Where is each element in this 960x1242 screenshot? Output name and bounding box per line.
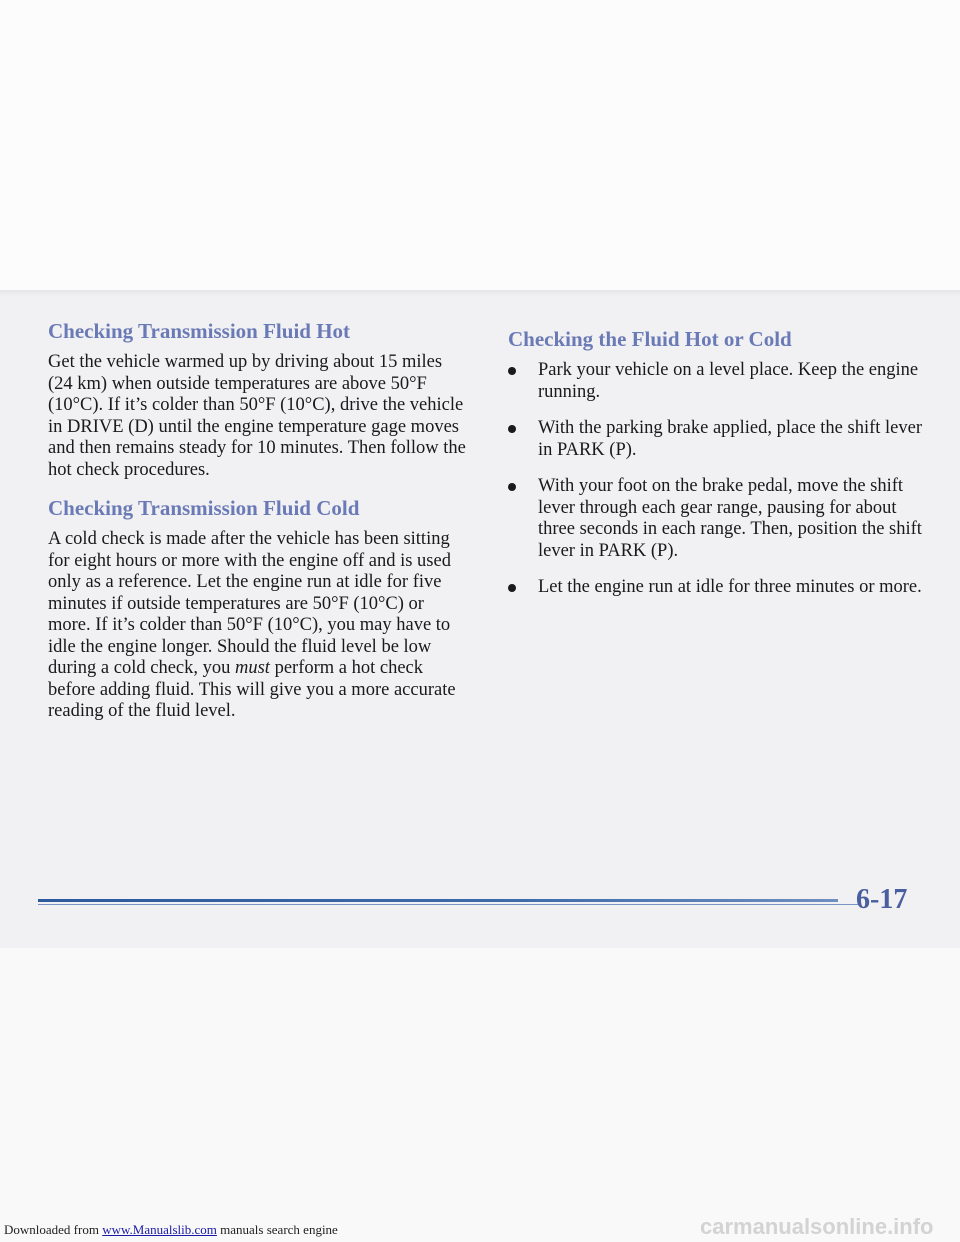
hot-check-heading: Checking Transmission Fluid Hot xyxy=(48,319,351,343)
page-bottom-area xyxy=(0,948,960,1242)
left-column xyxy=(48,318,468,737)
footer-rule xyxy=(38,899,838,902)
page-edge-shade xyxy=(0,290,960,296)
manualslib-link[interactable]: www.Manualslib.com xyxy=(102,1222,217,1237)
hot-check-text: Get the vehicle warmed up by driving about 15 miles (24 km) when outside temperatures are above 50°F (10°C). If it’s colder than 50°F (10°C), drive the vehicle in DRIVE (D) until the engine temperature gage moves and then remains steady for 10 minutes. Then follow the hot check procedures. xyxy=(48,352,466,480)
cold-check-emphasis: must xyxy=(235,658,270,678)
bullet-icon xyxy=(508,584,516,592)
banner-suffix: manuals search engine xyxy=(216,1222,338,1237)
bullet-icon xyxy=(508,367,516,375)
right-column xyxy=(508,326,928,614)
list-item xyxy=(508,577,928,599)
list-item xyxy=(508,360,928,403)
footer-rule-thin xyxy=(38,904,858,905)
bullet-icon xyxy=(508,483,516,491)
list-item-text: With your foot on the brake pedal, move the shift lever through each gear range, pausing for about three seconds in each range. Then, position the shift lever in PARK (P). xyxy=(538,476,922,561)
banner-prefix: Downloaded from xyxy=(4,1222,103,1237)
list-item xyxy=(508,476,928,562)
cold-check-text xyxy=(48,529,468,723)
page-number: 6-17 xyxy=(856,884,908,915)
watermark-text: carmanualsonline.info xyxy=(700,1214,934,1239)
procedure-list xyxy=(508,360,928,599)
cold-check-heading: Checking Transmission Fluid Cold xyxy=(48,496,360,520)
list-item-text: With the parking brake applied, place the shift lever in PARK (P). xyxy=(538,418,923,460)
page-top-area xyxy=(0,0,960,290)
list-item-text: Let the engine run at idle for three minutes or more. xyxy=(538,577,922,597)
download-banner xyxy=(4,1222,338,1238)
cold-check-text-part2: perform a hot check before adding fluid. This will give you a more accurate reading of the fluid level. xyxy=(48,658,456,721)
list-item xyxy=(508,418,928,461)
cold-check-text-part1: A cold check is made after the vehicle has been sitting for eight hours or more with the engine off and is used only as a reference. Let the engine run at idle for five minutes if outside temperatures are 50°F (10°C) or more. If it’s colder than 50°F (10°C), you may have to idle the engine longer. Should the fluid level be low during a cold check, you xyxy=(48,529,451,678)
bullet-icon xyxy=(508,425,516,433)
list-item-text: Park your vehicle on a level place. Keep the engine running. xyxy=(538,360,919,402)
hot-or-cold-heading: Checking the Fluid Hot or Cold xyxy=(508,327,792,351)
